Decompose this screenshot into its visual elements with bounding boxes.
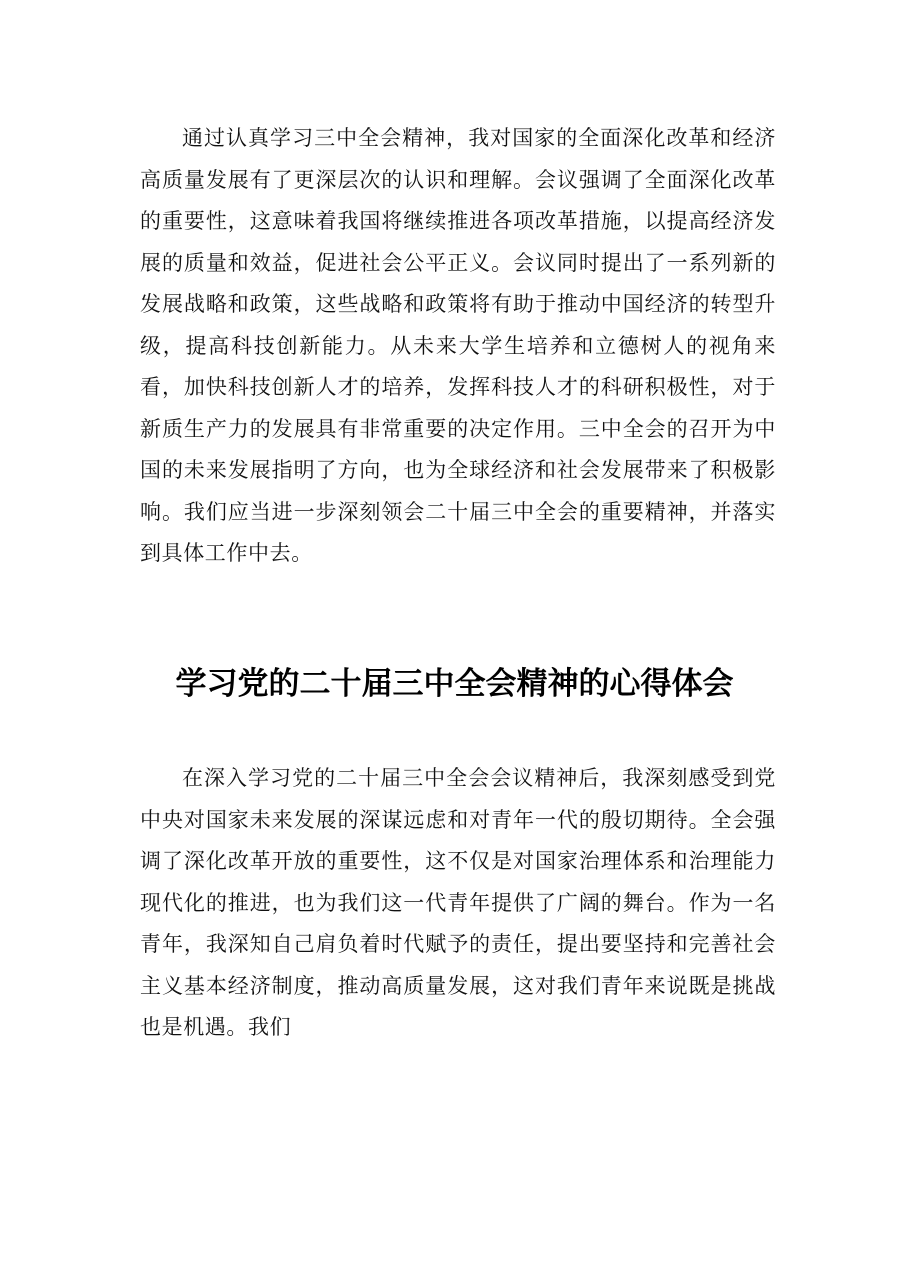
body-paragraph-2: 在深入学习党的二十届三中全会会议精神后，我深刻感受到党中央对国家未来发展的深谋远虑和对青年一代的殷切期待。全会强调了深化改革开放的重要性，这不仅是对国家治理体系和治理能力现代化的推进，也为我们这一代青年提供了广阔的舞台。作为一名青年，我深知自己肩负着时代赋予的责任，提出要坚持和完善社会主义基本经济制度，推动高质量发展，这对我们青年来说既是挑战也是机遇。我们 <box>140 766 776 1039</box>
body-paragraph-1: 通过认真学习三中全会精神，我对国家的全面深化改革和经济高质量发展有了更深层次的认识和理解。会议强调了全面深化改革的重要性，这意味着我国将继续推进各项改革措施，以提高经济发展的质量和效益，促进社会公平正义。会议同时提出了一系列新的发展战略和政策，这些战略和政策将有助于推动中国经济的转型升级，提高科技创新能力。从未来大学生培养和立德树人的视角来看，加快科技创新人才的培养，发挥科技人才的科研积极性，对于新质生产力的发展具有非常重要的决定作用。三中全会的召开为中国的未来发展指明了方向，也为全球经济和社会发展带来了积极影响。我们应当进一步深刻领会二十届三中全会的重要精神，并落实到具体工作中去。 <box>140 126 776 565</box>
section-heading: 学习党的二十届三中全会精神的心得体会 <box>175 666 734 702</box>
